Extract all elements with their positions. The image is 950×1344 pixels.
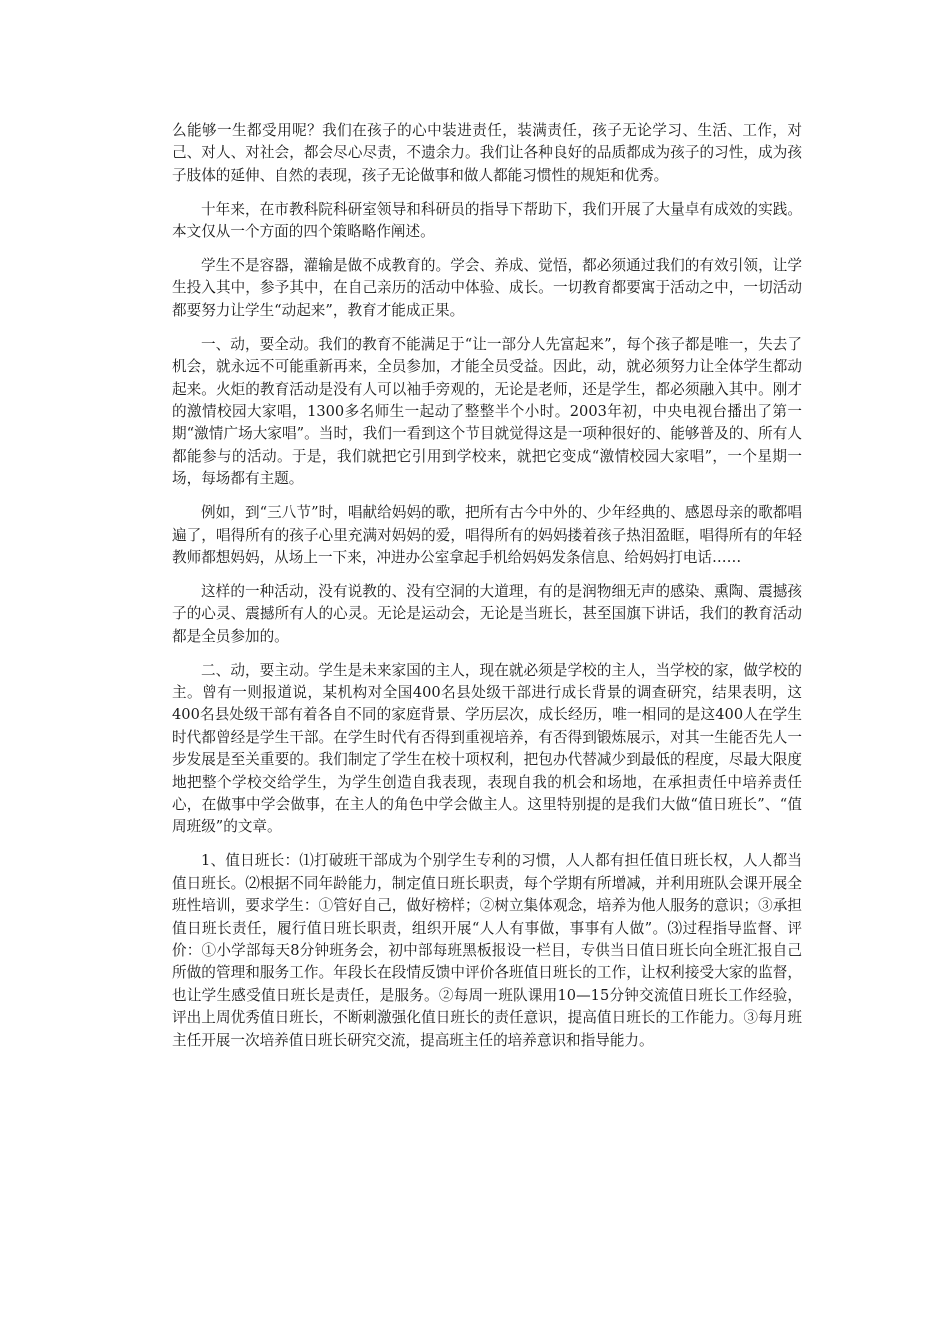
paragraph-section-one: 一、动，要全动。我们的教育不能满足于“让一部分人先富起来”，每个孩子都是唯一，失去了机会，就永远不可能重新再来，全员参加，才能全员受益。因此，动，就必须努力让全体学生都动起来。火炬的教育活动是没有人可以袖手旁观的，无论是老师，还是学生，都必须融入其中。刚才的激情校园大家唱，1300多名师生一起动了整整半个小时。2003年初，中央电视台播出了第一期“激情广场大家唱”。当时，我们一看到这个节目就觉得这是一项种很好的、能够普及的、所有人都能参与的活动。于是，我们就把它引用到学校来，就把它变成“激情校园大家唱”，一个星期一场，每场都有主题。: [172, 335, 802, 488]
document-page: [172, 120, 802, 1063]
paragraph-section-two: 二、动，要主动。学生是未来家国的主人，现在就必须是学校的主人，当学校的家，做学校的主。曾有一则报道说，某机构对全国400名县处级干部进行成长背景的调查研究，结果表明，这400名县处级干部有着各自不同的家庭背景、学历层次，成长经历，唯一相同的是这400人在学生时代都曾经是学生干部。在学生时代有否得到重视培养，有否得到锻炼展示，对其一生能否先人一步发展是至关重要的。我们制定了学生在校十项权利，把包办代替减少到最低的程度，尽最大限度地把整个学校交给学生，为学生创造自我表现，表现自我的机会和场地，在承担责任中培养责任心，在做事中学会做事，在主人的角色中学会做主人。这里特别提的是我们大做“值日班长”、“值周班级”的文章。: [172, 661, 802, 836]
paragraph-students-not-containers: 学生不是容器，灌输是做不成教育的。学会、养成、觉悟，都必须通过我们的有效引领，让学生投入其中，参予其中，在自己亲历的活动中体验、成长。一切教育都要寓于活动之中，一切活动都要努力让学生“动起来”，教育才能成正果。: [172, 257, 802, 319]
paragraph-continuation: 么能够一生都受用呢？我们在孩子的心中装进责任，装满责任，孩子无论学习、生活、工作，对己、对人、对社会，都会尽心尽责，不遗余力。我们让各种良好的品质都成为孩子的习性，成为孩子肢体的延伸、自然的表现，孩子无论做事和做人都能习惯性的规矩和优秀。: [172, 122, 802, 184]
paragraph-activity-influence: 这样的一种活动，没有说教的、没有空洞的大道理，有的是润物细无声的感染、熏陶、震撼孩子的心灵、震撼所有人的心灵。无论是运动会，无论是当班长，甚至国旗下讲话，我们的教育活动都是全员参加的。: [172, 582, 802, 645]
paragraph-womens-day-example: 例如，到“三八节”时，唱献给妈妈的歌，把所有古今中外的、少年经典的、感恩母亲的歌都唱遍了，唱得所有的孩子心里充满对妈妈的爱，唱得所有的妈妈搂着孩子热泪盈眶，唱得所有的年轻教师都想妈妈，从场上一下来，冲进办公室拿起手机给妈妈发条信息、给妈妈打电话……: [172, 504, 802, 566]
paragraph-ten-years: 十年来，在市教科院科研室领导和科研员的指导下帮助下，我们开展了大量卓有成效的实践。本文仅从一个方面的四个策略略作阐述。: [172, 200, 802, 241]
paragraph-duty-monitor: 1、值日班长：⑴打破班干部成为个别学生专利的习惯，人人都有担任值日班长权，人人都当值日班长。⑵根据不同年龄能力，制定值日班长职责，每个学期有所增减，并利用班队会课开展全班性培训，要求学生：①管好自己，做好榜样；②树立集体观念，培养为他人服务的意识；③承担值日班长责任，履行值日班长职责，组织开展“人人有事做，事事有人做”。⑶过程指导监督、评价：①小学部每天8分钟班务会，初中部每班黑板报设一栏目，专供当日值日班长向全班汇报自己所做的管理和服务工作。年段长在段情反馈中评价各班值日班长的工作，让权利接受大家的监督，也让学生感受值日班长是责任，是服务。②每周一班队课用10—15分钟交流值日班长工作经验，评出上周优秀值日班长，不断刺激强化值日班长的责任意识，提高值日班长的工作能力。③每月班主任开展一次培养值日班长研究交流，提高班主任的培养意识和指导能力。: [172, 852, 802, 1049]
